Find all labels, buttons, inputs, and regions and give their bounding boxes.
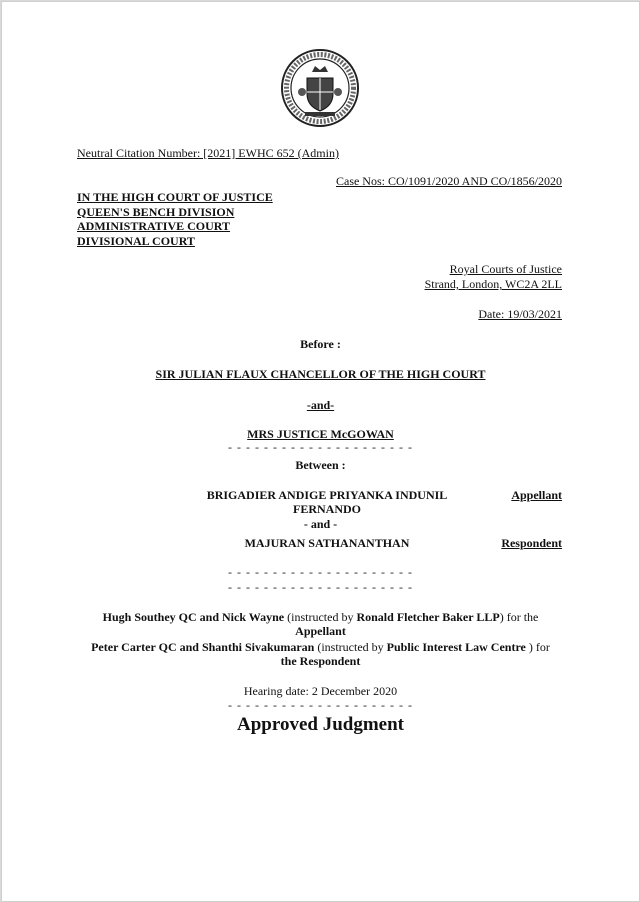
hearing-date: Hearing date: 2 December 2020 bbox=[243, 684, 398, 698]
court-address bbox=[425, 262, 562, 292]
court-line-3: ADMINISTRATIVE COURT bbox=[77, 219, 231, 233]
appellant-instructed-pre: (instructed by bbox=[284, 610, 357, 624]
address-line-2: Strand, London, WC2A 2LL bbox=[424, 277, 562, 291]
respondent-instructed-post: ) for bbox=[525, 640, 550, 654]
appellant-solicitor-firm: Ronald Fletcher Baker LLP bbox=[356, 610, 500, 624]
dashed-separator-1: - - - - - - - - - - - - - - - - - - - - - bbox=[228, 440, 413, 454]
respondent-solicitor-firm: Public Interest Law Centre bbox=[386, 640, 526, 654]
respondent-counsel-names: Peter Carter QC and Shanthi Sivakumaran bbox=[91, 640, 315, 654]
appellant-name-line-1: BRIGADIER ANDIGE PRIYANKA INDUNIL bbox=[206, 488, 448, 502]
respondent-party-label: the Respondent bbox=[280, 654, 361, 668]
and-separator: -and- bbox=[306, 398, 335, 412]
dashed-separator-3: - - - - - - - - - - - - - - - - - - - - - bbox=[228, 580, 413, 594]
judge-1: SIR JULIAN FLAUX CHANCELLOR OF THE HIGH COURT bbox=[155, 367, 486, 381]
dashed-separator-4: - - - - - - - - - - - - - - - - - - - - - bbox=[228, 698, 413, 712]
royal-coat-of-arms-seal bbox=[280, 48, 360, 128]
court-line-4: DIVISIONAL COURT bbox=[77, 233, 195, 248]
between-label: Between : bbox=[295, 458, 346, 472]
appellant-name bbox=[182, 488, 472, 516]
court-line-2: QUEEN'S BENCH DIVISION bbox=[77, 204, 235, 219]
court-line-1: IN THE HIGH COURT OF JUSTICE bbox=[77, 190, 273, 204]
dashed-separator-2: - - - - - - - - - - - - - - - - - - - - - bbox=[228, 565, 413, 579]
document-page bbox=[1, 1, 640, 902]
respondent-role: Respondent bbox=[501, 536, 562, 550]
respondent-name: MAJURAN SATHANANTHAN bbox=[244, 536, 410, 550]
respondent-instructed-pre: (instructed by bbox=[314, 640, 387, 654]
appellant-counsel-names: Hugh Southey QC and Nick Wayne bbox=[102, 610, 285, 624]
appellant-party-label: Appellant bbox=[295, 624, 346, 638]
and-small-separator: - and - bbox=[303, 517, 338, 531]
appellant-instructed-post: ) for the bbox=[499, 610, 539, 624]
address-line-1: Royal Courts of Justice bbox=[449, 262, 562, 276]
appellant-role: Appellant bbox=[511, 488, 562, 502]
document-title: Approved Judgment bbox=[237, 714, 404, 735]
case-numbers: Case Nos: CO/1091/2020 AND CO/1856/2020 bbox=[335, 174, 562, 188]
counsel-respondent bbox=[2, 640, 639, 668]
neutral-citation: Neutral Citation Number: [2021] EWHC 652 (Admin) bbox=[77, 146, 339, 160]
before-label: Before : bbox=[300, 337, 341, 351]
judgment-date: Date: 19/03/2021 bbox=[478, 307, 562, 321]
appellant-name-line-2: FERNANDO bbox=[293, 502, 361, 516]
counsel-appellant bbox=[2, 610, 639, 638]
judge-2: MRS JUSTICE McGOWAN bbox=[247, 427, 394, 441]
court-heading bbox=[77, 190, 273, 248]
